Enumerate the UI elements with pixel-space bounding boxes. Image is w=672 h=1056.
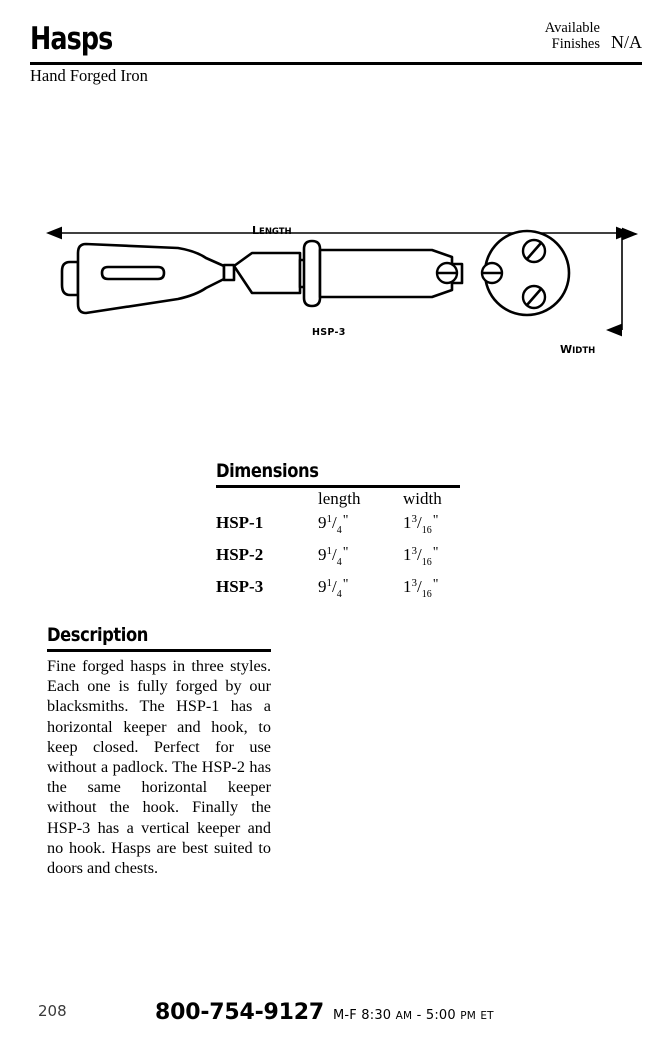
width-label [560, 338, 595, 357]
available-finishes [545, 20, 642, 52]
fraction-slash: / [332, 576, 337, 596]
page-title: Hasps [30, 21, 113, 57]
page-subtitle: Hand Forged Iron [30, 66, 148, 85]
hours-am: AM [395, 1010, 413, 1022]
hasp-mid-swell [234, 253, 300, 293]
row-part-number: HSP-3 [216, 576, 264, 596]
width-denominator: 16 [421, 556, 432, 568]
dimensions-divider [216, 485, 460, 488]
width-unit: " [432, 576, 439, 592]
dimensions-section [216, 462, 460, 605]
width-label-rest: IDTH [572, 346, 596, 356]
width-denominator: 16 [421, 588, 432, 600]
width-denominator: 16 [421, 524, 432, 536]
width-label-first: W [560, 343, 573, 356]
column-header-length: length [318, 488, 361, 508]
available-finishes-label-line2: Finishes [551, 36, 600, 52]
width-numerator: 3 [411, 544, 417, 557]
row-width [403, 541, 460, 573]
length-numerator: 1 [326, 544, 332, 557]
width-whole: 1 [403, 512, 412, 532]
product-caption: HSP-3 [312, 327, 346, 338]
header-divider [30, 62, 642, 65]
hours-dash: - [416, 1008, 422, 1023]
width-unit: " [432, 544, 439, 560]
table-row [216, 573, 460, 605]
length-unit: " [342, 544, 349, 560]
description-heading: Description [47, 624, 148, 646]
available-finishes-value: N/A [611, 32, 642, 52]
dimensions-table [216, 489, 460, 605]
hasp-hook-tip [62, 262, 78, 295]
length-denominator: 4 [336, 588, 342, 600]
fraction-slash: / [417, 544, 422, 564]
fraction-slash: / [332, 512, 337, 532]
length-whole: 9 [318, 512, 327, 532]
fraction-slash: / [417, 512, 422, 532]
length-whole: 9 [318, 576, 327, 596]
available-finishes-label-line1: Available [544, 20, 600, 36]
length-label-first: L [252, 224, 260, 237]
length-denominator: 4 [336, 556, 342, 568]
row-part-number: HSP-2 [216, 544, 264, 564]
phone-number: 800-754-9127 [155, 1000, 324, 1025]
length-label-rest: ENGTH [259, 227, 292, 237]
dimensions-heading: Dimensions [216, 460, 319, 482]
row-part-number: HSP-1 [216, 512, 264, 532]
length-numerator: 1 [326, 576, 332, 589]
footer-contact [155, 1000, 494, 1025]
column-header-width: width [403, 488, 442, 508]
page-number: 208 [38, 1002, 67, 1020]
column-header-part [216, 489, 318, 509]
length-unit: " [342, 512, 349, 528]
hasp-keeper-plate [320, 250, 452, 297]
hasp-strap-slot [102, 267, 164, 279]
length-label [252, 219, 292, 238]
fraction-slash: / [332, 544, 337, 564]
hours-timezone: ET [480, 1010, 494, 1022]
width-unit: " [432, 512, 439, 528]
hasp-neck-collar-left [224, 265, 234, 280]
row-length [318, 541, 403, 573]
table-row [216, 541, 460, 573]
row-width [403, 573, 460, 605]
description-divider [47, 649, 271, 652]
width-numerator: 3 [411, 512, 417, 525]
row-length [318, 509, 403, 541]
width-whole: 1 [403, 544, 412, 564]
available-finishes-label [545, 20, 600, 52]
hours-end: 5:00 [425, 1008, 456, 1023]
length-unit: " [342, 576, 349, 592]
description-body: Fine forged hasps in three styles. Each one is fully forged by our blacksmiths. The HSP-1 has a horizontal keeper and hook, to keep closed. Perfect for use without a padlock. The HSP-2 has the same horizontal keeper without the hook. Finally the HSP-3 has a vertical keeper and no hook. Hasps are best suited to doors and chests. [47, 656, 271, 877]
fraction-slash: / [417, 576, 422, 596]
hasp-hinge-barrel [304, 241, 320, 306]
row-length [318, 573, 403, 605]
length-whole: 9 [318, 544, 327, 564]
table-header-row [216, 489, 460, 509]
business-hours [333, 1008, 494, 1023]
length-denominator: 4 [336, 524, 342, 536]
width-whole: 1 [403, 576, 412, 596]
hours-pm: PM [460, 1010, 476, 1022]
table-row [216, 509, 460, 541]
row-width [403, 509, 460, 541]
length-numerator: 1 [326, 512, 332, 525]
hours-days: M-F 8:30 [332, 1008, 392, 1023]
width-numerator: 3 [411, 576, 417, 589]
description-section [47, 626, 271, 878]
